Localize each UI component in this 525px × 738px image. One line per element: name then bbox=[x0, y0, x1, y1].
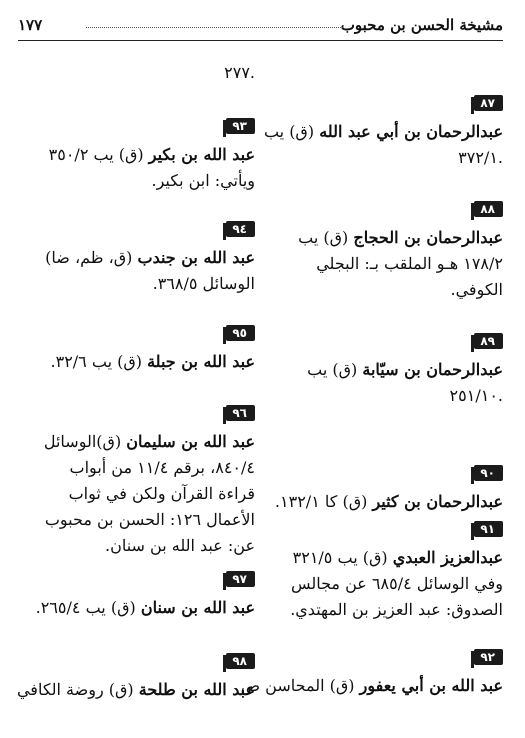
entry-line: عن: عبد الله بن سنان. bbox=[104, 536, 255, 555]
entry-number-badge: ٨٨ bbox=[474, 201, 503, 217]
entry-number-badge: ٩٦ bbox=[226, 405, 255, 421]
entry-source: (ق) كا ١٣٢/١. bbox=[274, 492, 368, 511]
entry-number-badge: ٩٤ bbox=[226, 221, 255, 237]
entry-source: (ق) يب ٢٦٥/٤. bbox=[35, 598, 136, 617]
entry-line: .٣٧٢/١ bbox=[458, 148, 503, 167]
narrator-name: عبدالرحمان بن كثير bbox=[372, 492, 503, 511]
entry-source: (ق) يب bbox=[298, 228, 349, 247]
entry-92 bbox=[240, 646, 503, 699]
entry-96 bbox=[23, 402, 255, 559]
entry-97 bbox=[23, 568, 255, 621]
entry-source: (ق) المحاسن ص bbox=[240, 676, 355, 695]
entry-95 bbox=[23, 322, 255, 375]
narrator-name: عبد الله بن طلحة bbox=[138, 680, 255, 699]
entry-number-badge: ٨٧ bbox=[474, 95, 503, 111]
entry-number-badge: ٩١ bbox=[474, 521, 503, 537]
entry-line: ٨٤٠/٤، برقم ١١/٤ من أبواب bbox=[69, 458, 255, 477]
entry-source: (ق)الوسائل bbox=[43, 432, 122, 451]
page-number: ١٧٧ bbox=[18, 16, 43, 34]
entry-number-badge: ٩٠ bbox=[474, 465, 503, 481]
narrator-name: عبدالرحمان بن سيّابة bbox=[362, 360, 503, 379]
entry-line: الكوفي. bbox=[450, 280, 503, 299]
entry-88 bbox=[263, 198, 503, 303]
entry-98 bbox=[16, 650, 255, 703]
entry-source: (ق) يب ٣٢/٦. bbox=[50, 352, 142, 371]
narrator-name: عبد الله بن سليمان bbox=[126, 432, 255, 451]
entry-number-badge: ٩٢ bbox=[474, 649, 503, 665]
entry-line: الوسائل ٣٦٨/٥. bbox=[152, 274, 255, 293]
narrator-name: عبد الله بن بكير bbox=[148, 145, 255, 164]
entry-line: .٢٥١/١٠ bbox=[449, 386, 503, 405]
entry-number-badge: ٨٩ bbox=[474, 333, 503, 349]
narrator-name: عبد الله بن أبي يعفور bbox=[359, 676, 503, 695]
leader-dots bbox=[86, 27, 343, 28]
entry-line: .٢٧٧ bbox=[224, 63, 255, 82]
entry-line: قراءة القرآن ولكن في ثواب bbox=[68, 484, 255, 503]
entry-line: الأعمال ١٢٦: الحسن بن محبوب bbox=[44, 510, 255, 529]
entry-number-badge: ٩٥ bbox=[226, 325, 255, 341]
entry-87 bbox=[263, 92, 503, 171]
entry-91 bbox=[263, 518, 503, 623]
entry-line: الصدوق: عبد العزيز بن المهتدي. bbox=[290, 600, 503, 619]
running-header bbox=[18, 14, 503, 41]
entry-number-badge: ٩٣ bbox=[226, 118, 255, 134]
narrator-name: عبد الله بن جندب bbox=[137, 248, 255, 267]
entry-continuation bbox=[23, 60, 255, 86]
entry-source: (ق) يب bbox=[263, 122, 315, 141]
narrator-name: عبدالرحمان بن أبي عبد الله bbox=[319, 122, 503, 141]
entry-source: (ق، ظم، ضا) bbox=[45, 248, 133, 267]
book-title: مشيخة الحسن بن محبوب bbox=[340, 16, 503, 34]
entry-source: (ق) روضة الكافي bbox=[16, 680, 134, 699]
entry-89 bbox=[263, 330, 503, 409]
narrator-name: عبد الله بن سنان bbox=[140, 598, 255, 617]
entry-source: (ق) يب bbox=[307, 360, 358, 379]
narrator-name: عبد الله بن جبلة bbox=[147, 352, 255, 371]
narrator-name: عبدالرحمان بن الحجاج bbox=[353, 228, 503, 247]
entry-source: (ق) يب ٣٢١/٥ bbox=[292, 548, 388, 567]
entry-number-badge: ٩٧ bbox=[226, 571, 255, 587]
entry-number-badge: ٩٨ bbox=[226, 653, 255, 669]
entry-source: (ق) يب ٣٥٠/٢ bbox=[48, 145, 144, 164]
entry-line: ١٧٨/٢ هـو الملقب بـ: البجلي bbox=[316, 254, 503, 273]
entry-93 bbox=[23, 115, 255, 194]
entry-line: وفي الوسائل ٦٨٥/٤ عن مجالس bbox=[290, 574, 503, 593]
entry-line: ويأتي: ابن بكير. bbox=[151, 171, 255, 190]
entry-90 bbox=[263, 462, 503, 515]
entry-94 bbox=[23, 218, 255, 297]
narrator-name: عبدالعزيز العبدي bbox=[392, 548, 503, 567]
